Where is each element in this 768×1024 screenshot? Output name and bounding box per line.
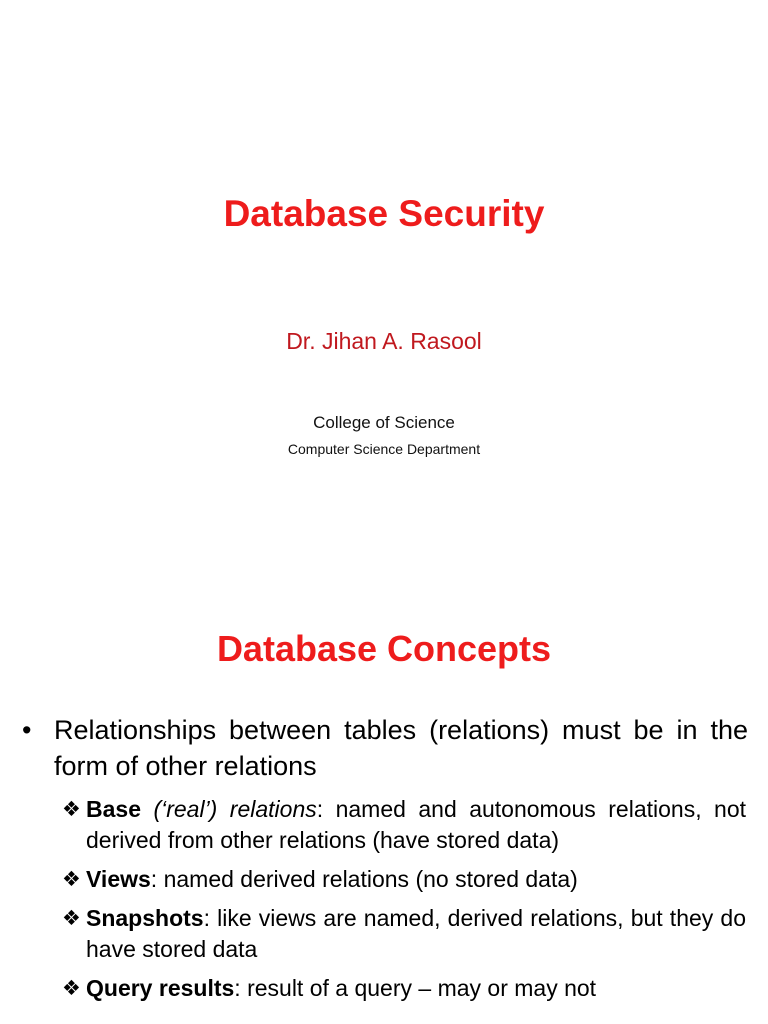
list-item-snapshots bbox=[62, 903, 746, 965]
term-label: Query results bbox=[86, 975, 235, 1001]
term-description: : named derived relations (no stored data) bbox=[150, 866, 578, 892]
list-item-query-results bbox=[62, 973, 746, 1004]
college-name: College of Science bbox=[313, 413, 455, 432]
term-description: : like views are named, derived relations, but they do have stored data bbox=[86, 905, 746, 962]
list-item-views bbox=[62, 864, 746, 895]
presentation-title: Database Security bbox=[223, 193, 545, 234]
diamond-bullet-icon: ❖ bbox=[62, 798, 81, 821]
term-description: : result of a query – may or may not bbox=[234, 975, 597, 1001]
bullet-dot-icon: • bbox=[22, 715, 32, 745]
diamond-bullet-icon: ❖ bbox=[62, 907, 81, 930]
term-label: Snapshots bbox=[86, 905, 204, 931]
concepts-slide bbox=[0, 576, 768, 1024]
list-item-base bbox=[62, 794, 746, 856]
diamond-bullet-icon: ❖ bbox=[62, 977, 81, 1000]
main-bullet bbox=[22, 712, 748, 784]
bullet-text: Relationships between tables (relations) must be in the form of other relations bbox=[54, 715, 748, 781]
department-name: Computer Science Department bbox=[287, 441, 481, 457]
slide-title: Database Concepts bbox=[216, 628, 552, 669]
diamond-bullet-icon: ❖ bbox=[62, 868, 81, 891]
sub-bullet-list bbox=[62, 794, 746, 1012]
term-label: Base bbox=[86, 796, 141, 822]
author-name: Dr. Jihan A. Rasool bbox=[286, 328, 482, 354]
term-label: Views bbox=[86, 866, 151, 892]
term-qualifier: (‘real’) relations bbox=[153, 796, 317, 822]
term-description: : named and autonomous relations, not derived from other relations (have stored data) bbox=[86, 796, 747, 853]
